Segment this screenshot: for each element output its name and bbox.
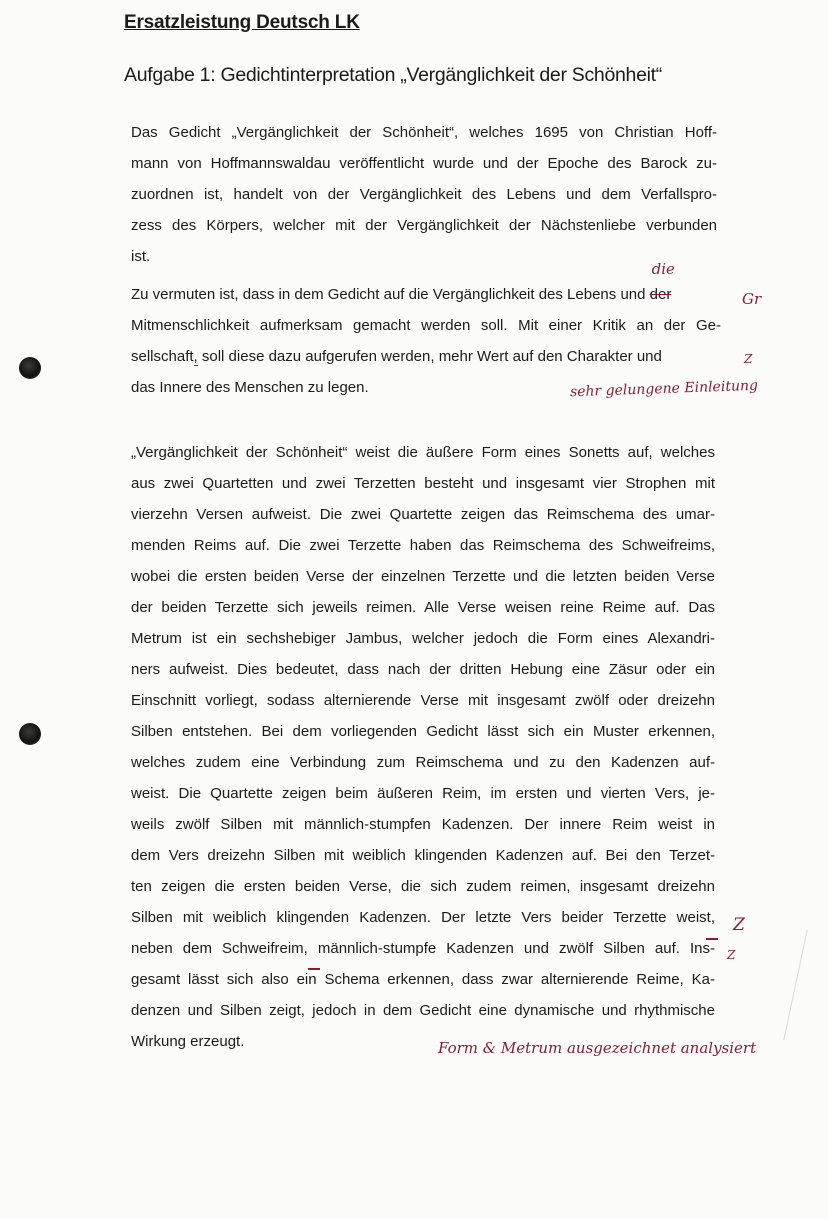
intro-comment: sehr gelungene Einleitung bbox=[569, 377, 759, 401]
comma-underline-mark bbox=[308, 968, 320, 970]
paper-edge-mark bbox=[783, 930, 828, 1040]
hypothesis-line-start: Zu vermuten ist, dass in dem Gedicht auf die Vergänglichkeit des Lebens und bbox=[131, 286, 646, 303]
text-line: ners aufweist. Dies bedeutet, dass nach der dritten Hebung eine Zäsur oder ein bbox=[131, 661, 715, 678]
text-line: Metrum ist ein sechshebiger Jambus, welcher jedoch die Form eines Alexandri- bbox=[131, 630, 715, 647]
text-line: Das Gedicht „Vergänglichkeit der Schönheit“, welches 1695 von Christian Hoff- bbox=[131, 124, 717, 141]
text-line: neben dem Schweifreim, männlich-stumpfe Kadenzen und zwölf Silben auf. Ins- bbox=[131, 940, 715, 957]
struck-word: der bbox=[649, 286, 672, 303]
text-line: mann von Hoffmannswaldau veröffentlicht wurde und der Epoche des Barock zu- bbox=[131, 155, 717, 172]
margin-grammar-mark: Gr bbox=[742, 290, 762, 308]
correction-group bbox=[649, 260, 675, 310]
text-line: denzen und Silben zeigt, jedoch in dem Gedicht eine dynamische und rhythmische bbox=[131, 1002, 715, 1019]
text-line: weist. Die Quartette zeigen beim äußeren Reim, im ersten und vierten Vers, je- bbox=[131, 785, 715, 802]
text-line: Einschnitt vorliegt, sodass alternierende Verse mit insgesamt zwölf oder dreizehn bbox=[131, 692, 715, 709]
margin-punctuation-mark: Z bbox=[727, 948, 736, 962]
text-line: ten zeigen die ersten beiden Verse, die sich zudem reimen, insgesamt dreizehn bbox=[131, 878, 715, 895]
text-line: weils zwölf Silben mit männlich-stumpfen Kadenzen. Der innere Reim weist in bbox=[131, 816, 715, 833]
text-line: das Innere des Menschen zu legen. bbox=[131, 379, 369, 396]
margin-punctuation-mark: Z bbox=[744, 352, 753, 366]
text-line: welches zudem eine Verbindung zum Reimschema und zu den Kadenzen auf- bbox=[131, 754, 715, 771]
text-line: ist. bbox=[131, 248, 151, 265]
text-line: zuordnen ist, handelt von der Vergänglichkeit des Lebens und dem Verfallspro- bbox=[131, 186, 717, 203]
text-line: „Vergänglichkeit der Schönheit“ weist die äußere Form eines Sonetts auf, welches bbox=[131, 444, 715, 461]
text-line: Mitmenschlichkeit aufmerksam gemacht werden soll. Mit einer Kritik an der Ge- bbox=[131, 317, 721, 334]
text-line bbox=[131, 341, 721, 372]
text-line: aus zwei Quartetten und zwei Terzetten besteht und insgesamt vier Strophen mit bbox=[131, 475, 715, 492]
text-line bbox=[131, 260, 721, 310]
form-comment: Form & Metrum ausgezeichnet analysiert bbox=[438, 1039, 757, 1057]
text-line: Silben entstehen. Bei dem vorliegenden Gedicht lässt sich ein Muster erkennen, bbox=[131, 723, 715, 740]
text-line: wobei die ersten beiden Verse der einzelnen Terzette und die letzten beiden Verse bbox=[131, 568, 715, 585]
punch-hole-bottom bbox=[19, 723, 41, 745]
document-title: Ersatzleistung Deutsch LK bbox=[124, 12, 360, 33]
marked-comma: , bbox=[193, 348, 198, 365]
task-heading: Aufgabe 1: Gedichtinterpretation „Vergänglichkeit der Schönheit“ bbox=[124, 64, 662, 86]
form-analysis-paragraph bbox=[131, 437, 715, 1057]
text-line: vierzehn Versen aufweist. Die zwei Quartette zeigen das Reimschema des umar- bbox=[131, 506, 715, 523]
intro-paragraph bbox=[131, 117, 717, 272]
text-line: gesamt lässt sich also ein Schema erkennen, dass zwar alternierende Reime, Ka- bbox=[131, 971, 715, 988]
text-line: Silben mit weiblich klingenden Kadenzen. Der letzte Vers beider Terzette weist, bbox=[131, 909, 715, 926]
text-line: dem Vers dreizehn Silben mit weiblich klingenden Kadenzen auf. Bei den Terzet- bbox=[131, 847, 715, 864]
text-line: zess des Körpers, welcher mit der Vergänglichkeit der Nächstenliebe verbunden bbox=[131, 217, 717, 234]
text-line: Wirkung erzeugt. bbox=[131, 1033, 245, 1050]
handwritten-correction: die bbox=[651, 260, 675, 278]
text-line: der beiden Terzette sich jeweils reimen. Alle Verse weisen reine Reime auf. Das bbox=[131, 599, 715, 616]
margin-punctuation-mark: Z bbox=[733, 915, 745, 935]
comma-underline-mark bbox=[706, 938, 718, 940]
hypothesis-line3-after: soll diese dazu aufgerufen werden, mehr Wert auf den Charakter und bbox=[197, 348, 662, 365]
text-line: menden Reims auf. Die zwei Terzette haben das Reimschema des Schweifreims, bbox=[131, 537, 715, 554]
punch-hole-top bbox=[19, 357, 41, 379]
hypothesis-line3-before: sellschaft bbox=[131, 348, 194, 365]
